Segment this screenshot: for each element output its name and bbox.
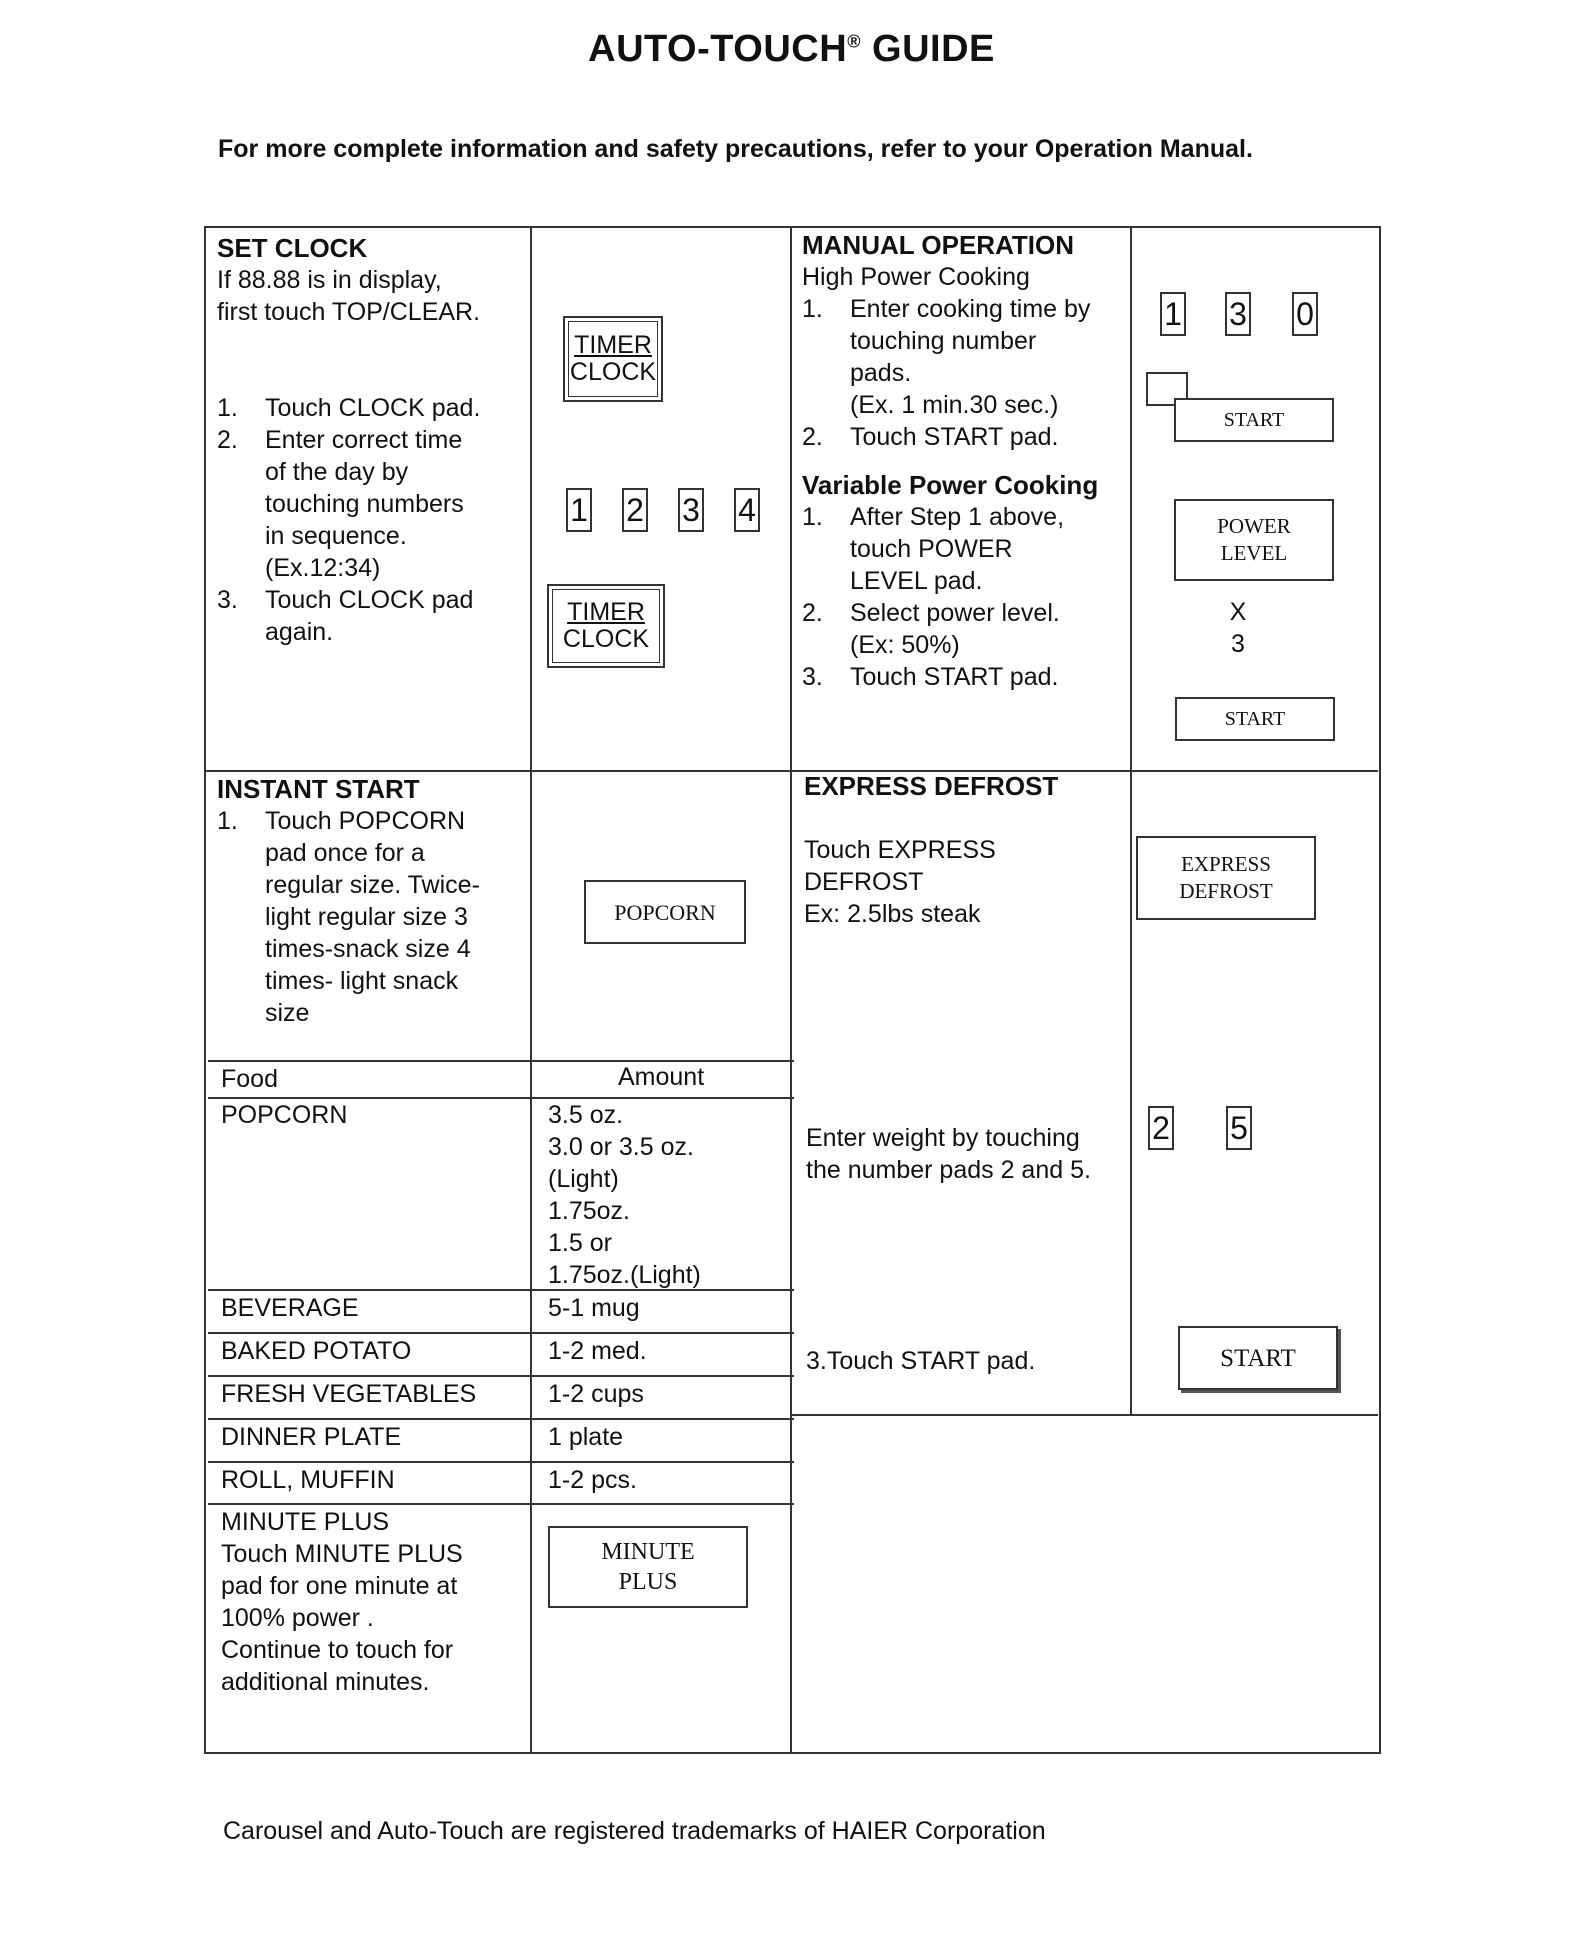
digit-pad-0[interactable]: 0 [1292, 292, 1318, 336]
table-rule [208, 1503, 794, 1505]
table-rule [208, 1060, 794, 1062]
food-amount: 5-1 mug [548, 1294, 640, 1322]
list-item: 1. Enter cooking time by touching number pads. (Ex. 1 min.30 sec.) [802, 295, 1091, 419]
express-defrost-button[interactable]: EXPRESS DEFROST [1136, 836, 1316, 920]
table-rule [208, 1289, 794, 1291]
digit-pad-4[interactable]: 4 [734, 488, 760, 532]
digit-pad-2[interactable]: 2 [622, 488, 648, 532]
divider [206, 770, 1378, 772]
minute-plus-section: MINUTE PLUS Touch MINUTE PLUS pad for one minute at 100% power . Continue to touch for additional minutes. [221, 1506, 527, 1698]
table-rule [208, 1418, 794, 1420]
page-title: AUTO-TOUCH® GUIDE [588, 28, 995, 70]
start-button[interactable]: START [1175, 697, 1335, 741]
food-amount: 1-2 med. [548, 1337, 647, 1365]
food-name: BAKED POTATO [221, 1337, 412, 1365]
set-clock-heading: SET CLOCK [217, 233, 368, 263]
trademark-footer: Carousel and Auto-Touch are registered trademarks of HAIER Corporation [223, 1817, 1046, 1845]
list-item: 3. Touch CLOCK pad again. [217, 586, 474, 646]
food-amount: 1-2 cups [548, 1380, 644, 1408]
table-rule [208, 1461, 794, 1463]
list-item: 1. Touch POPCORN pad once for a regular size. Twice- light regular size 3 times-snack size 4 times- light snack size [217, 807, 480, 1027]
digit-pad-5[interactable]: 5 [1226, 1106, 1252, 1150]
divider [530, 228, 532, 1060]
list-item: 3. Touch START pad. [802, 663, 1059, 691]
divider [790, 228, 792, 1752]
list-item: 1. Touch CLOCK pad. [217, 394, 481, 422]
touch-start-text: 3.Touch START pad. [806, 1347, 1036, 1375]
digit-pad-2[interactable]: 2 [1148, 1106, 1174, 1150]
subtitle: For more complete information and safety precautions, refer to your Operation Manual. [218, 135, 1253, 163]
table-rule [208, 1332, 794, 1334]
food-name: BEVERAGE [221, 1294, 359, 1322]
digit-pad-3[interactable]: 3 [1225, 292, 1251, 336]
digit-pad-3[interactable]: 3 [678, 488, 704, 532]
timer-clock-pad[interactable]: TIMER CLOCK [563, 316, 663, 402]
minute-plus-button[interactable]: MINUTE PLUS [548, 1526, 748, 1608]
instant-start-heading: INSTANT START [217, 774, 420, 804]
enter-weight-text: Enter weight by touching the number pads 2 and 5. [806, 1124, 1091, 1184]
list-item: 1. After Step 1 above, touch POWER LEVEL pad. [802, 503, 1065, 595]
times-count: 3 [1231, 630, 1245, 658]
manual-operation-section [802, 229, 1132, 693]
digit-pad-1[interactable]: 1 [1160, 292, 1186, 336]
divider [530, 1060, 532, 1752]
food-amount: 1-2 pcs. [548, 1466, 637, 1494]
table-rule [208, 1375, 794, 1377]
express-defrost-section: EXPRESS DEFROST Touch EXPRESS DEFROST Ex: 2.5lbs steak [804, 770, 1124, 930]
food-name: FRESH VEGETABLES [221, 1380, 477, 1408]
list-item: 2. Touch START pad. [802, 423, 1059, 451]
high-power-heading: High Power Cooking [802, 263, 1030, 291]
list-item: 2. Select power level. (Ex: 50%) [802, 599, 1060, 659]
amount-header: Amount [618, 1063, 705, 1091]
variable-power-heading: Variable Power Cooking [802, 470, 1099, 500]
times-x: X [1229, 598, 1247, 626]
food-name: POPCORN [221, 1101, 348, 1129]
minute-plus-heading: MINUTE PLUS [221, 1508, 390, 1536]
divider [792, 1414, 1378, 1416]
timer-clock-pad[interactable]: TIMER CLOCK [547, 584, 665, 668]
set-clock-section [217, 232, 527, 648]
food-header: Food [221, 1065, 278, 1093]
power-level-button[interactable]: POWER LEVEL [1174, 499, 1334, 581]
food-name: DINNER PLATE [221, 1423, 402, 1451]
food-name: ROLL, MUFFIN [221, 1466, 395, 1494]
express-defrost-heading: EXPRESS DEFROST [804, 771, 1059, 801]
start-button[interactable]: START [1174, 398, 1334, 442]
popcorn-button[interactable]: POPCORN [584, 880, 746, 944]
set-clock-intro: If 88.88 is in display, first touch TOP/CLEAR. [217, 266, 481, 326]
start-button[interactable]: START [1178, 1326, 1338, 1390]
food-amount: 1 plate [548, 1423, 624, 1451]
list-item: 2. Enter correct time of the day by touching numbers in sequence. (Ex.12:34) [217, 426, 464, 582]
digit-pad-1[interactable]: 1 [566, 488, 592, 532]
manual-operation-heading: MANUAL OPERATION [802, 230, 1075, 260]
instant-start-section [217, 773, 527, 1029]
food-amount: 3.5 oz. 3.0 or 3.5 oz. (Light) 1.75oz. 1.5 or 1.75oz.(Light) [548, 1101, 701, 1289]
